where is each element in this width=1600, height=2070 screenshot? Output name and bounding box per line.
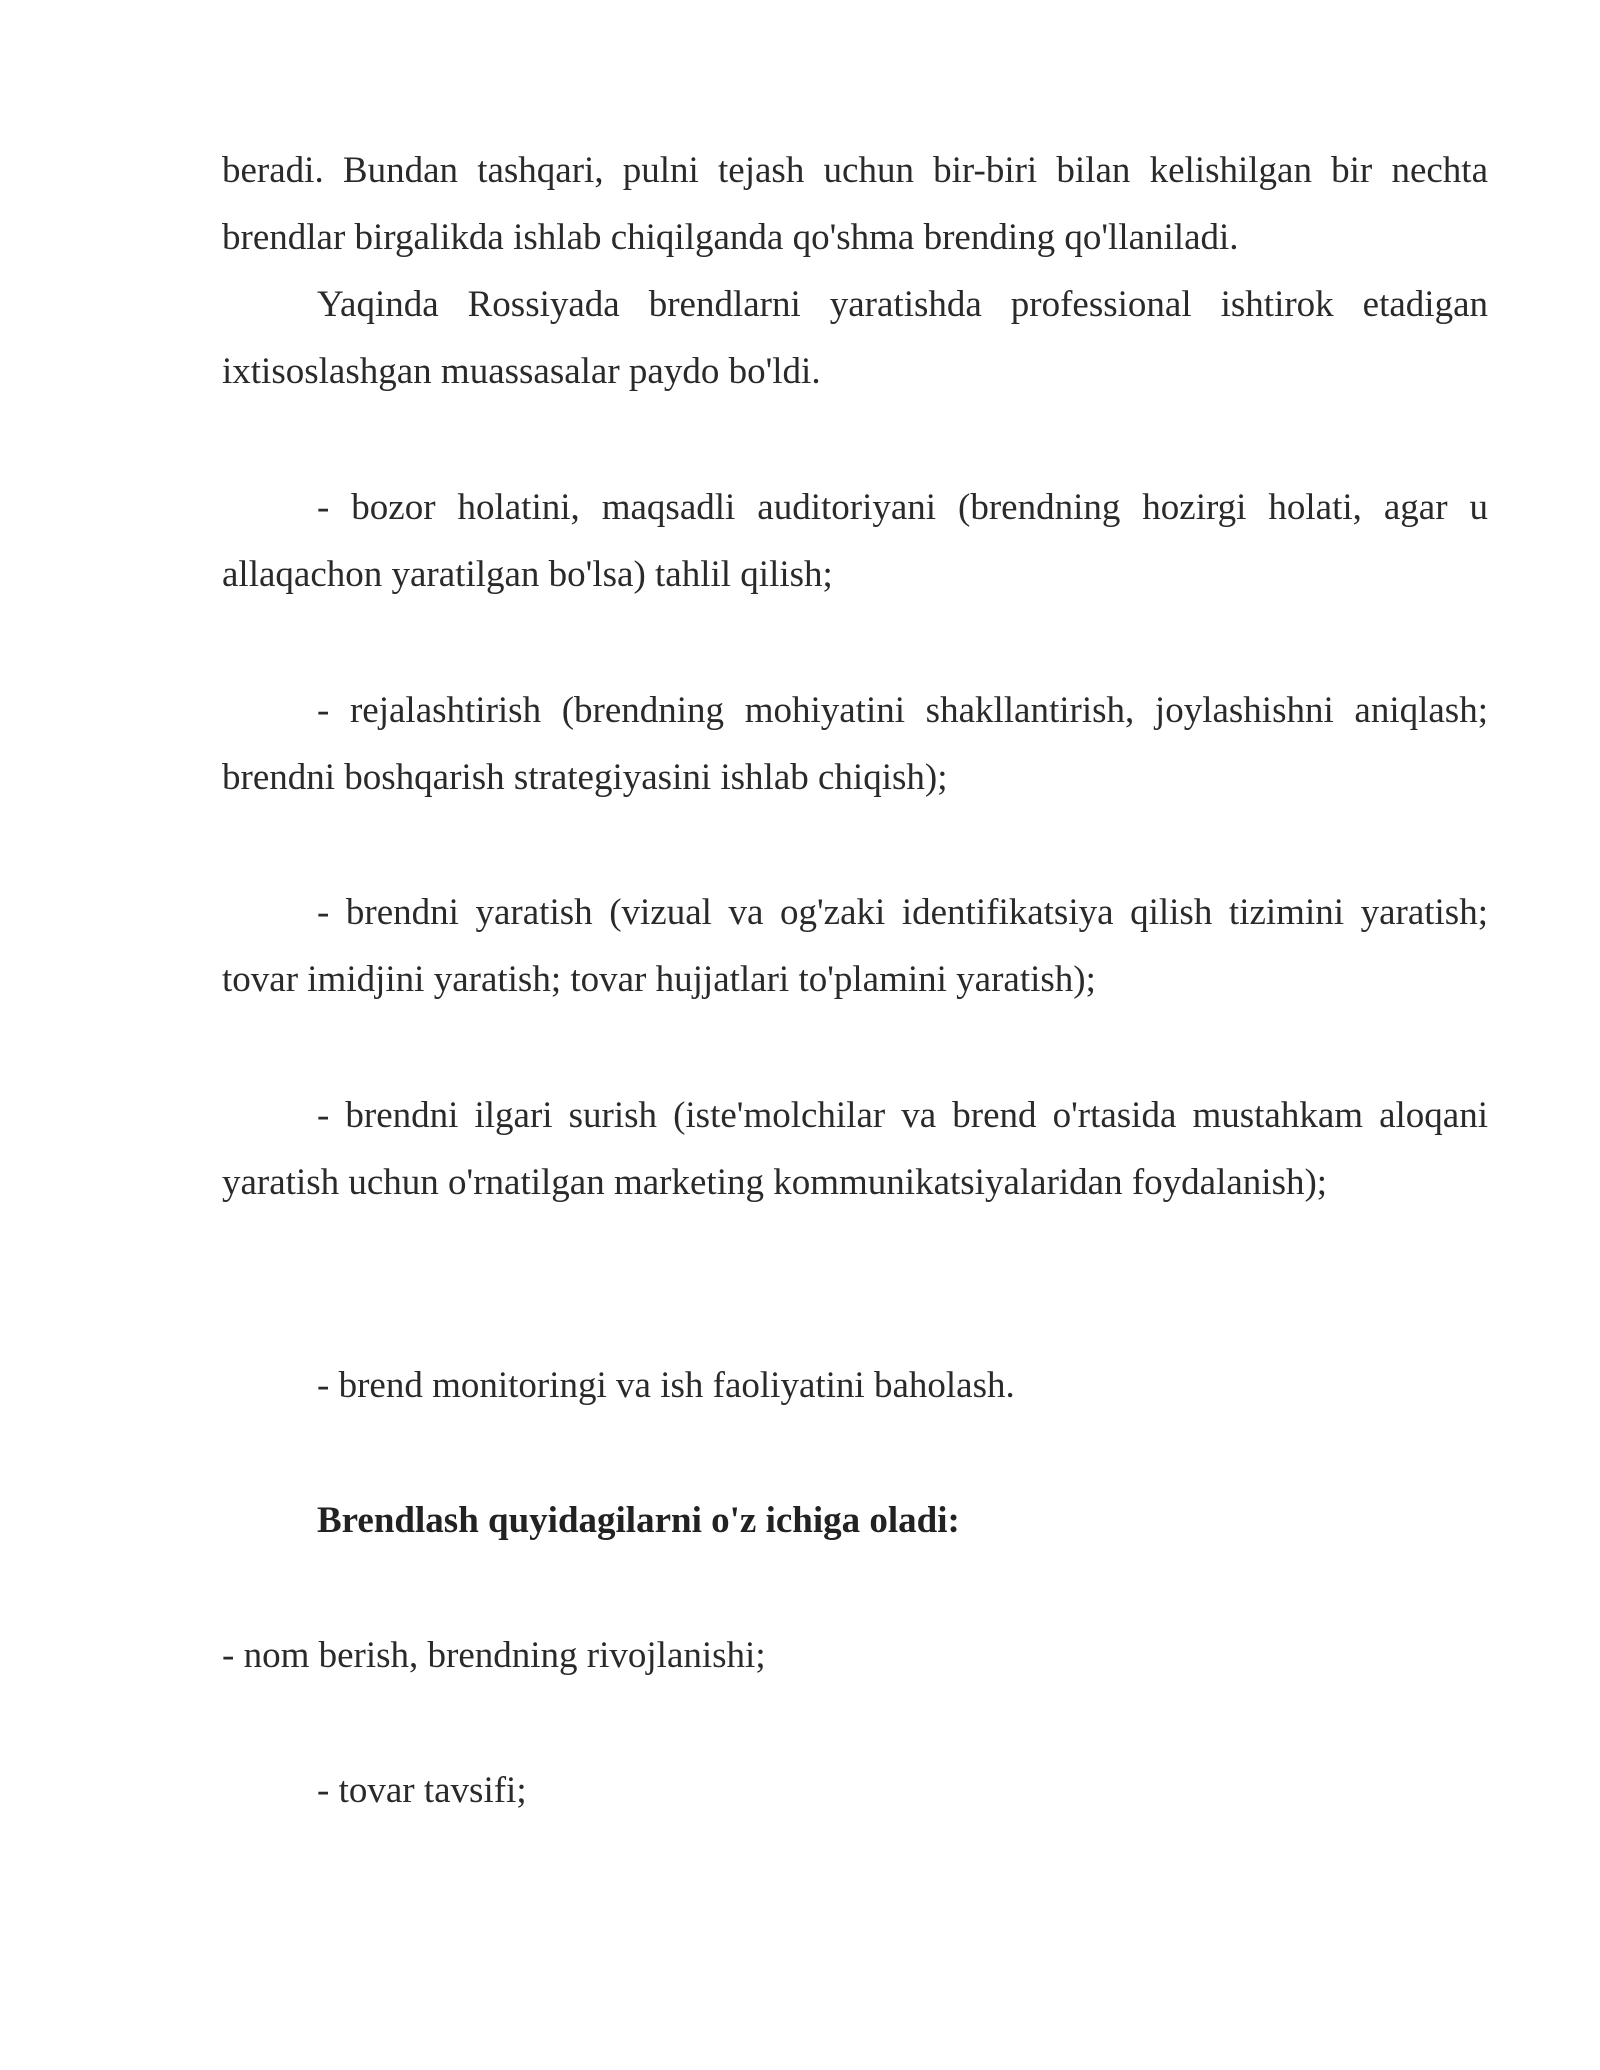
list-item-analysis: - bozor holatini, maqsadli auditoriyani (brendning hozirgi holati, agar u allaqachon yaratilgan bo'lsa) tahlil qilish;: [222, 487, 1488, 595]
list-item-monitoring: - brend monitoringi va ish faoliyatini baholash.: [317, 1365, 1015, 1406]
list-item-promotion: - brendni ilgari surish (iste'molchilar va brend o'rtasida mustahkam aloqani yaratish uchun o'rnatilgan marketing kommunikatsiyalaridan foydalanish);: [222, 1095, 1488, 1203]
list-item-planning: - rejalashtirish (brendning mohiyatini shakllantirish, joylashishni aniqlash; brendni boshqarish strategiyasini ishlab chiqish);: [222, 690, 1488, 798]
list-item-creation: - brendni yaratish (vizual va og'zaki identifikatsiya qilish tizimini yaratish; tovar imidjini yaratish; tovar hujjatlari to'plamini yaratish);: [222, 892, 1488, 1000]
list-item-description: - tovar tavsifi;: [317, 1770, 527, 1811]
section-heading: Brendlash quyidagilarni o'z ichiga oladi:: [317, 1500, 960, 1541]
paragraph-intro: Yaqinda Rossiyada brendlarni yaratishda professional ishtirok etadigan ixtisoslashgan muassasalar paydo bo'ldi.: [222, 284, 1488, 392]
paragraph-continuation: beradi. Bundan tashqari, pulni tejash uchun bir-biri bilan kelishilgan bir nechta brendlar birgalikda ishlab chiqilganda qo'shma brending qo'llaniladi.: [222, 150, 1488, 258]
list-item-naming: - nom berish, brendning rivojlanishi;: [222, 1635, 766, 1676]
